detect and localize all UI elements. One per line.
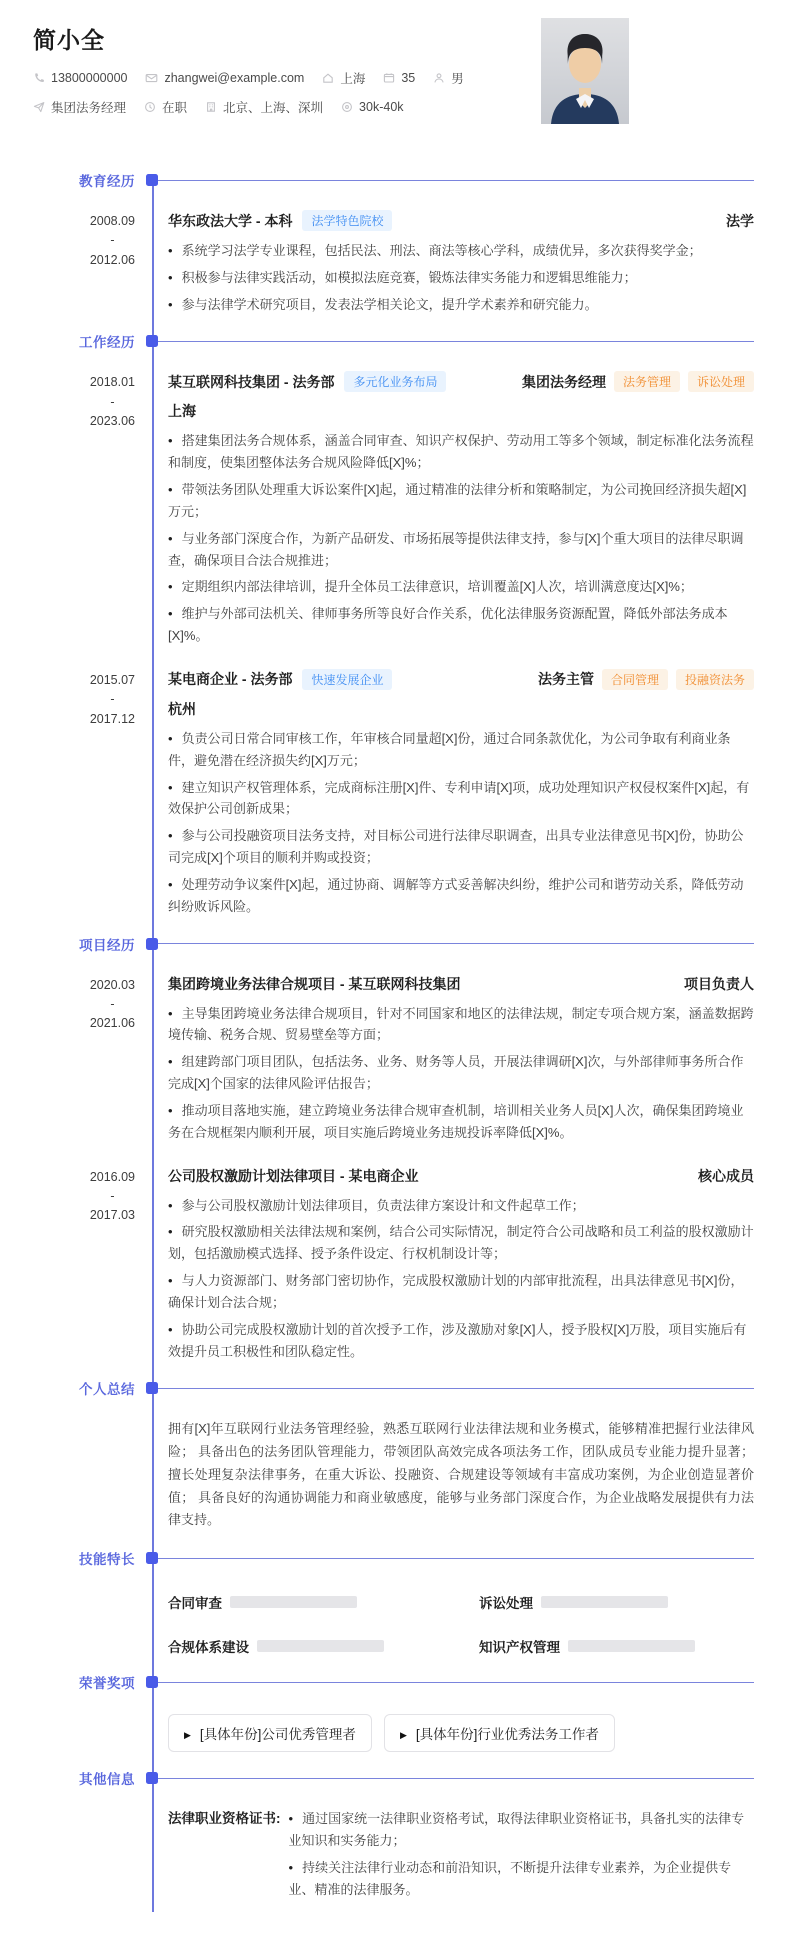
timeline-marker-icon	[146, 1676, 158, 1688]
role-tag: 诉讼处理	[688, 371, 754, 392]
section-title: 教育经历	[79, 174, 135, 189]
section-title: 技能特长	[79, 1552, 135, 1568]
timeline-marker-icon	[146, 1382, 158, 1394]
certificate-label: 法律职业资格证书:	[168, 1811, 281, 1827]
section-divider	[158, 1388, 754, 1389]
date-range: 2008.09 - 2012.06	[89, 214, 135, 267]
profile-photo	[541, 18, 629, 124]
skill-bar	[541, 1596, 668, 1608]
honors-entry	[33, 1712, 754, 1752]
skill-label: 合同审查	[168, 1596, 222, 1612]
bullet: • 积极参与法律实践活动，如模拟法庭竞赛，锻炼法律实务能力和逻辑思维能力；	[168, 267, 754, 289]
bullet: • 推动项目落地实施，建立跨境业务法律合规审查机制，培训相关业务人员[X]人次，确保集团跨境业务在合规框架内顺利开展，项目实施后跨境业务违规投诉率降低[X]%。	[168, 1100, 754, 1144]
bullet: • 带领法务团队处理重大诉讼案件[X]起，通过精准的法律分析和策略制定，为公司挽回经济损失超[X]万元；	[168, 479, 754, 523]
bullet: • 搭建集团法务合规体系，涵盖合同审查、知识产权保护、劳动用工等多个领域，制定标准化法务流程和制度，使集团整体法务合规风险降低[X]%；	[168, 430, 754, 474]
work-location: 上海	[168, 403, 196, 420]
project-role: 核心成员	[698, 1167, 754, 1184]
bullet: • 与业务部门深度合作，为新产品研发、市场拓展等提供法律支持，参与[X]个重大项目的法律尽职调查，确保项目合法合规推进；	[168, 528, 754, 572]
date-range-empty	[33, 1808, 135, 1900]
section-projects	[33, 934, 754, 1379]
contact-phone: 13800000000	[33, 71, 127, 85]
project-entry	[33, 974, 754, 1144]
honor-badge[interactable]	[168, 1714, 372, 1752]
age-icon	[383, 72, 395, 84]
skill-label: 诉讼处理	[479, 1596, 533, 1612]
timeline-marker-icon	[146, 174, 158, 186]
skills-grid	[168, 1588, 754, 1656]
job-status: 在职	[144, 98, 187, 116]
date-range: 2018.01 - 2023.06	[89, 375, 135, 429]
company-tag: 多元化业务布局	[344, 371, 446, 392]
summary-entry	[33, 1418, 754, 1532]
section-education	[33, 170, 754, 331]
bullet: • 研究股权激励相关法律法规和案例，结合公司实际情况，制定符合公司战略和员工利益的股权激励计划，包括激励模式选择、授予条件设定、行权机制设计等；	[168, 1221, 754, 1265]
contact-email: zhangwei@example.com	[145, 71, 304, 85]
mail-icon	[145, 72, 158, 84]
certificate-row	[168, 1808, 754, 1900]
bullet: • 协助公司完成股权激励计划的首次授予工作，涉及激励对象[X]人，授予股权[X]万股，项目实施后有效提升员工积极性和团队稳定性。	[168, 1319, 754, 1363]
bullet: • 建立知识产权管理体系，完成商标注册[X]件、专利申请[X]项，成功处理知识产权侵权案件[X]起，有效保护公司创新成果；	[168, 777, 754, 821]
education-entry	[33, 210, 754, 315]
bullet: • 维护与外部司法机关、律师事务所等良好合作关系，优化法律服务资源配置，降低外部法务成本[X]%。	[168, 603, 754, 647]
skill-item	[479, 1592, 754, 1612]
contact-gender: 男	[433, 69, 464, 87]
section-header-other	[33, 1768, 754, 1788]
date-range-empty	[33, 1712, 135, 1752]
resume-header	[0, 0, 794, 162]
date-range: 2016.09 - 2017.03	[89, 1169, 135, 1223]
skill-item	[168, 1592, 443, 1612]
job-title: 法务主管	[537, 671, 594, 688]
location-icon	[322, 72, 334, 84]
bullet: • 系统学习法学专业课程，包括民法、刑法、商法等核心学科，成绩优异，多次获得奖学金；	[168, 240, 754, 262]
job-title: 集团法务经理	[521, 373, 606, 390]
contact-row-basic	[33, 69, 754, 87]
expected-salary: 30k-40k	[341, 100, 403, 114]
role-tag: 合同管理	[602, 669, 668, 690]
skill-label: 合规体系建设	[168, 1640, 249, 1656]
contact-city: 上海	[322, 69, 365, 87]
section-header-summary	[33, 1378, 754, 1398]
company-name: 某电商企业 - 法务部	[168, 671, 293, 688]
section-header-honors	[33, 1672, 754, 1692]
bullet: • 定期组织内部法律培训，提升全体员工法律意识，培训覆盖[X]人次，培训满意度达[X]%；	[168, 576, 754, 598]
skill-item	[168, 1636, 443, 1656]
play-icon	[400, 1726, 407, 1741]
skills-entry	[33, 1588, 754, 1656]
date-range-empty	[33, 1588, 135, 1656]
date-range-empty	[33, 1418, 135, 1532]
section-header-skills	[33, 1548, 754, 1568]
contact-age: 35	[383, 71, 415, 85]
skill-label: 知识产权管理	[479, 1640, 560, 1656]
skill-bar	[230, 1596, 357, 1608]
work-location: 杭州	[168, 700, 196, 717]
phone-icon	[33, 72, 45, 84]
section-skills	[33, 1548, 754, 1672]
timeline-marker-icon	[146, 335, 158, 347]
timeline-marker-icon	[146, 938, 158, 950]
paper-plane-icon	[33, 101, 45, 113]
bullet: • 负责公司日常合同审核工作，年审核合同量超[X]份，通过合同条款优化，为公司争取有利商业条件，避免潜在经济损失约[X]万元；	[168, 728, 754, 772]
timeline-marker-icon	[146, 1772, 158, 1784]
section-header-work	[33, 331, 754, 351]
company-tag: 快速发展企业	[302, 669, 392, 690]
bullet: • 参与公司投融资项目法务支持，对目标公司进行法律尽职调查，出具专业法律意见书[X]份，协助公司完成[X]个项目的顺利并购或投资；	[168, 825, 754, 869]
project-role: 项目负责人	[684, 975, 754, 992]
major: 法学	[726, 212, 754, 229]
gender-icon	[433, 72, 445, 84]
section-title: 荣誉奖项	[79, 1676, 135, 1692]
section-header-education	[33, 170, 754, 190]
section-divider	[158, 1682, 754, 1683]
section-divider	[158, 1778, 754, 1779]
honors-list	[168, 1712, 754, 1752]
timeline-marker-icon	[146, 1552, 158, 1564]
other-entry	[33, 1808, 754, 1900]
bullet: • 持续关注法律行业动态和前沿知识，不断提升法律专业素养，为企业提供专业、精准的法律服务。	[289, 1857, 755, 1901]
project-name: 公司股权激励计划法律项目 - 某电商企业	[168, 1167, 419, 1184]
building-icon	[205, 101, 217, 113]
honor-badge[interactable]	[384, 1714, 615, 1752]
bullet: • 处理劳动争议案件[X]起，通过协商、调解等方式妥善解决纠纷，维护公司和谐劳动关系，降低劳动纠纷败诉风险。	[168, 874, 754, 918]
section-honors	[33, 1672, 754, 1768]
section-title: 个人总结	[79, 1382, 135, 1398]
section-title: 其他信息	[79, 1772, 135, 1788]
intention-cities: 北京、上海、深圳	[205, 98, 323, 116]
section-divider	[158, 341, 754, 342]
school-tag: 法学特色院校	[302, 210, 392, 231]
company-name: 某互联网科技集团 - 法务部	[168, 373, 335, 390]
section-title: 工作经历	[79, 335, 135, 351]
section-divider	[158, 1558, 754, 1559]
bullet: • 主导集团跨境业务法律合规项目，针对不同国家和地区的法律法规，制定专项合规方案，涵盖数据跨境传输、税务合规、贸易壁垒等方面；	[168, 1003, 754, 1047]
section-summary	[33, 1378, 754, 1548]
project-entry	[33, 1166, 754, 1363]
skill-bar	[257, 1640, 384, 1652]
intention-position: 集团法务经理	[33, 98, 126, 116]
bullet: • 通过国家统一法律职业资格考试，取得法律职业资格证书，具备扎实的法律专业知识和实务能力；	[289, 1808, 755, 1852]
candidate-name: 简小全	[33, 27, 105, 53]
bullet: • 与人力资源部门、财务部门密切协作，完成股权激励计划的内部审批流程，出具法律意见书[X]份，确保计划合法合规；	[168, 1270, 754, 1314]
date-range: 2015.07 - 2017.12	[89, 672, 135, 726]
honor-label: [具体年份]公司优秀管理者	[199, 1727, 356, 1743]
salary-icon	[341, 101, 353, 113]
date-range: 2020.03 - 2021.06	[89, 977, 135, 1031]
section-header-projects	[33, 934, 754, 954]
contact-row-intention	[33, 98, 754, 116]
bullet: • 组建跨部门项目团队，包括法务、业务、财务等人员，开展法律调研[X]次，与外部律师事务所合作完成[X]个国家的法律风险评估报告；	[168, 1051, 754, 1095]
resume-body	[0, 162, 794, 1946]
section-other	[33, 1768, 754, 1916]
role-tag: 法务管理	[614, 371, 680, 392]
status-icon	[144, 101, 156, 113]
bullet: • 参与法律学术研究项目，发表法学相关论文，提升学术素养和研究能力。	[168, 294, 754, 316]
section-divider	[158, 180, 754, 181]
honor-label: [具体年份]行业优秀法务工作者	[415, 1727, 599, 1743]
bullet: • 参与公司股权激励计划法律项目，负责法律方案设计和文件起草工作；	[168, 1195, 754, 1217]
play-icon	[184, 1726, 191, 1741]
work-entry	[33, 371, 754, 646]
section-title: 项目经历	[79, 937, 135, 953]
skill-item	[479, 1636, 754, 1656]
project-name: 集团跨境业务法律合规项目 - 某互联网科技集团	[168, 975, 461, 992]
section-divider	[158, 943, 754, 944]
section-work	[33, 331, 754, 933]
school-name: 华东政法大学 - 本科	[168, 212, 293, 229]
work-entry	[33, 669, 754, 918]
role-tag: 投融资法务	[676, 669, 754, 690]
summary-text: 拥有[X]年互联网行业法务管理经验，熟悉互联网行业法律法规和业务模式，能够精准把握行业法律风险； 具备出色的法务团队管理能力，带领团队高效完成各项法务工作，团队成员专业能力提升显著； 擅长处理复杂法律事务，在重大诉讼、投融资、合规建设等领域有丰富成功案例，为企业创造显著价值； 具备良好的沟通协调能力和商业敏感度，能够与业务部门深度合作，为企业战略发展提供有力法律支持。	[168, 1421, 754, 1528]
skill-bar	[568, 1640, 695, 1652]
